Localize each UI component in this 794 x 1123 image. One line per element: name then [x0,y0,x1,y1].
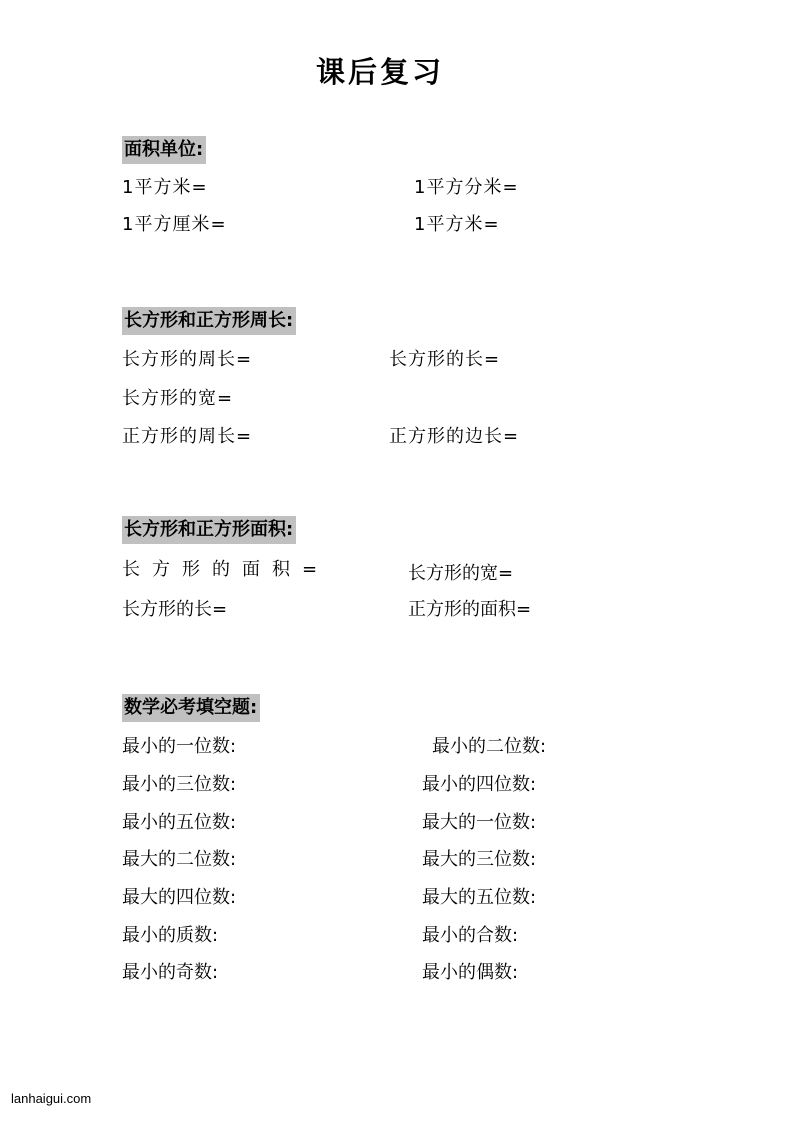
blank-item: 最小的三位数: [122,774,237,795]
item-rect-length-2: 长方形的长= [122,599,228,620]
blank-item: 最小的二位数: [432,736,547,757]
footer-watermark: lanhaigui.com [11,1091,92,1106]
page-title: 课后复习 [315,55,444,89]
section-heading-perimeter: 长方形和正方形周长: [122,307,296,335]
item-rect-width: 长方形的宽= [122,388,234,409]
blank-item: 最小的一位数: [122,736,237,757]
section-heading-area-units: 面积单位: [122,136,206,164]
blank-item: 最小的奇数: [122,962,219,983]
blank-item: 最大的五位数: [422,887,537,908]
item-square-perimeter: 正方形的周长= [122,426,253,447]
blank-item: 最小的质数: [122,925,219,946]
blank-item: 最大的四位数: [122,887,237,908]
item-rect-perimeter: 长方形的周长= [122,349,253,370]
blank-item: 最小的偶数: [422,962,519,983]
blank-item: 最小的合数: [422,925,519,946]
item-square-area: 正方形的面积= [408,599,532,620]
item-rect-area: 长方形的面积= [122,559,330,580]
blank-item: 最小的四位数: [422,774,537,795]
blank-item: 最大的三位数: [422,849,537,870]
item-square-meter: 1平方米= [122,177,208,198]
blank-item: 最大的一位数: [422,812,537,833]
section-heading-fill-blanks: 数学必考填空题: [122,694,260,722]
item-square-side: 正方形的边长= [389,426,520,447]
blank-item: 最大的二位数: [122,849,237,870]
blank-item: 最小的五位数: [122,812,237,833]
item-rect-length: 长方形的长= [389,349,501,370]
item-rect-width-2: 长方形的宽= [408,563,514,584]
section-heading-area: 长方形和正方形面积: [122,516,296,544]
item-square-decimeter: 1平方分米= [414,177,519,198]
item-square-centimeter: 1平方厘米= [122,214,227,235]
item-square-meter-2: 1平方米= [414,214,500,235]
